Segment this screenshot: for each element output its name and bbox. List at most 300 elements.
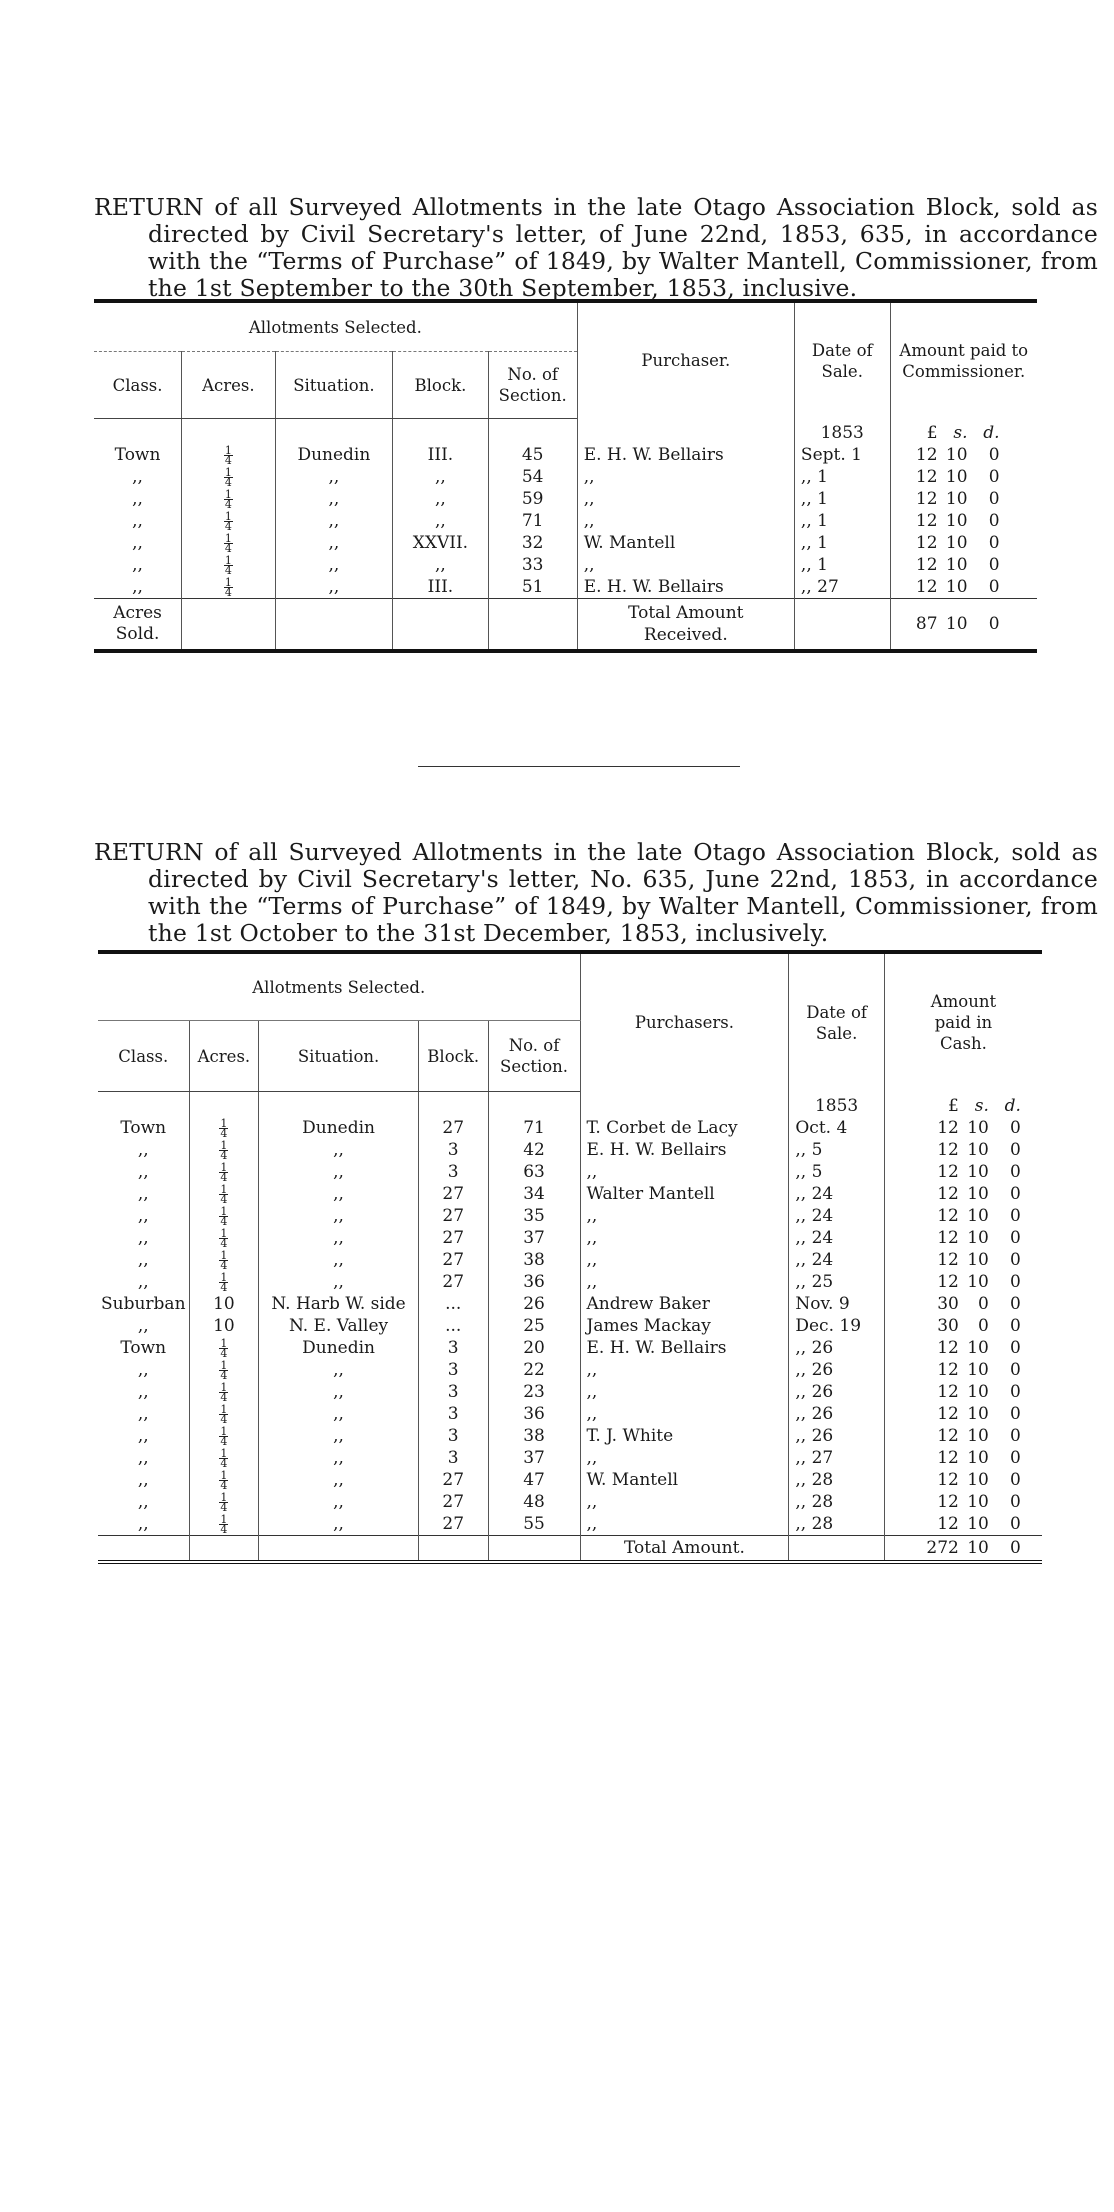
fraction: $\frac{1}{4}$	[220, 1513, 228, 1536]
section-cell: 42	[523, 1140, 545, 1160]
pounds-value: 12	[937, 1426, 959, 1446]
date-cell: ,, 24	[789, 1227, 885, 1249]
col-acres-2: Acres.	[189, 1021, 259, 1092]
purchaser-cell: ,,	[580, 1227, 789, 1249]
shillings-value: 10	[967, 1206, 989, 1226]
shillings-value: 0	[978, 1294, 989, 1314]
fraction: $\frac{1}{4}$	[220, 1205, 228, 1228]
situation-cell: N. E. Valley	[259, 1315, 419, 1337]
table-row	[98, 1315, 1042, 1337]
fraction: $\frac{1}{4}$	[220, 1359, 228, 1382]
block-cell: 3	[418, 1381, 488, 1403]
acres-cell	[189, 1359, 259, 1381]
section-cell: 34	[523, 1184, 545, 1204]
table-row	[98, 1469, 1042, 1491]
acres-cell	[189, 1139, 259, 1161]
date-cell: ,, 25	[789, 1271, 885, 1293]
amount-cell	[890, 532, 1037, 554]
pence-value: 0	[988, 467, 1000, 487]
purchaser-cell: ,,	[580, 1403, 789, 1425]
class-cell: Suburban	[98, 1293, 189, 1315]
purchaser-cell: W. Mantell	[580, 1469, 789, 1491]
col-class: Class.	[94, 352, 182, 419]
block-cell: 27	[418, 1271, 488, 1293]
acres-cell	[189, 1491, 259, 1513]
pounds-value: 12	[937, 1250, 959, 1270]
situation-cell: ,,	[259, 1139, 419, 1161]
section-cell: 36	[523, 1404, 545, 1424]
pounds-value: 12	[937, 1272, 959, 1292]
pence-value: 0	[1010, 1118, 1021, 1138]
section-cell: 55	[523, 1514, 545, 1534]
pounds-value: 12	[937, 1140, 959, 1160]
fraction: $\frac{1}{4}$	[220, 1117, 228, 1140]
class-cell: ,,	[98, 1447, 189, 1469]
class-cell: ,,	[98, 1205, 189, 1227]
col-acres: Acres.	[182, 352, 276, 419]
situation-cell: ,,	[259, 1161, 419, 1183]
date-cell: ,, 26	[789, 1337, 885, 1359]
section-cell: 38	[523, 1250, 545, 1270]
shillings-value: 10	[945, 445, 968, 465]
class-cell: ,,	[98, 1359, 189, 1381]
section-cell: 63	[523, 1162, 545, 1182]
date-cell: Dec. 19	[789, 1315, 885, 1337]
pounds-value: 12	[915, 511, 938, 531]
class-cell: ,,	[94, 532, 182, 554]
return-table-1	[94, 299, 1037, 653]
acres-cell	[182, 576, 276, 599]
fraction: $\frac{1}{4}$	[224, 554, 232, 577]
purchaser-cell: ,,	[580, 1161, 789, 1183]
year-label: 1853	[794, 419, 890, 445]
class-cell: ,,	[98, 1381, 189, 1403]
acres-cell	[189, 1227, 259, 1249]
date-cell: ,, 27	[789, 1447, 885, 1469]
pence-value: 0	[1010, 1448, 1021, 1468]
section-cell: 32	[521, 533, 544, 553]
pence-symbol: d.	[983, 422, 1000, 443]
fraction: $\frac{1}{4}$	[224, 532, 232, 555]
total-pounds-2: 272	[926, 1538, 959, 1558]
shillings-value: 10	[945, 511, 968, 531]
pence-value: 0	[1010, 1162, 1021, 1182]
class-cell: ,,	[94, 510, 182, 532]
section-divider	[418, 766, 740, 767]
purchaser-cell: Walter Mantell	[580, 1183, 789, 1205]
pounds-value: 12	[937, 1162, 959, 1182]
acres-cell	[189, 1161, 259, 1183]
pence-value: 0	[1010, 1250, 1021, 1270]
pounds-value: 12	[915, 489, 938, 509]
shillings-value: 10	[945, 577, 968, 597]
fraction: $\frac{1}{4}$	[220, 1183, 228, 1206]
amount-cell	[884, 1381, 1042, 1403]
pence-value: 0	[988, 445, 1000, 465]
table-row	[94, 510, 1037, 532]
date-cell: ,, 28	[789, 1469, 885, 1491]
section-cell: 23	[523, 1382, 545, 1402]
pounds-value: 30	[937, 1316, 959, 1336]
pence-symbol-2: d.	[1004, 1095, 1021, 1116]
acres-cell	[189, 1447, 259, 1469]
acres-cell	[182, 554, 276, 576]
col-situation: Situation.	[275, 352, 393, 419]
shillings-value: 10	[945, 533, 968, 553]
class-cell: ,,	[98, 1513, 189, 1536]
pounds-value: 12	[937, 1228, 959, 1248]
total-pounds: 87	[915, 614, 938, 634]
amount-cell	[884, 1337, 1042, 1359]
date-cell: ,, 24	[789, 1249, 885, 1271]
class-cell: ,,	[94, 488, 182, 510]
amount-cell	[884, 1161, 1042, 1183]
situation-cell: ,,	[259, 1271, 419, 1293]
situation-cell: ,,	[259, 1403, 419, 1425]
class-cell: Town	[98, 1337, 189, 1359]
acres-cell	[189, 1469, 259, 1491]
block-cell: 3	[418, 1139, 488, 1161]
year-label-2: 1853	[789, 1092, 885, 1118]
pounds-value: 12	[915, 445, 938, 465]
class-cell: ,,	[98, 1469, 189, 1491]
pounds-symbol: £	[926, 422, 938, 443]
situation-cell: ,,	[275, 532, 393, 554]
purchaser-cell: E. H. W. Bellairs	[580, 1139, 789, 1161]
table-row	[98, 1183, 1042, 1205]
purchaser-cell: ,,	[577, 510, 794, 532]
date-cell: ,, 1	[794, 488, 890, 510]
fraction: $\frac{1}{4}$	[220, 1447, 228, 1470]
shillings-value: 10	[967, 1162, 989, 1182]
fraction: $\frac{1}{4}$	[220, 1425, 228, 1448]
shillings-value: 10	[967, 1272, 989, 1292]
group-header-2: Allotments Selected.	[98, 952, 580, 1021]
table-row	[98, 1447, 1042, 1469]
situation-cell: ,,	[275, 466, 393, 488]
amount-cell	[884, 1117, 1042, 1139]
return-table-2	[98, 950, 1042, 1564]
total-shillings-2: 10	[967, 1538, 989, 1558]
shillings-value: 10	[945, 555, 968, 575]
section-cell: 25	[523, 1316, 545, 1336]
purchaser-cell: T. J. White	[580, 1425, 789, 1447]
col-block: Block.	[393, 352, 489, 419]
shillings-value: 0	[978, 1316, 989, 1336]
purchaser-cell: W. Mantell	[577, 532, 794, 554]
class-cell: ,,	[98, 1139, 189, 1161]
table-row	[94, 532, 1037, 554]
pounds-value: 12	[915, 533, 938, 553]
purchaser-cell: ,,	[580, 1447, 789, 1469]
pence-value: 0	[1010, 1404, 1021, 1424]
pounds-symbol-2: £	[948, 1095, 959, 1116]
col-purchasers: Purchasers.	[580, 952, 789, 1092]
shillings-symbol-2: s.	[974, 1095, 989, 1116]
amount-cell	[884, 1491, 1042, 1513]
block-cell: 27	[418, 1117, 488, 1139]
purchaser-cell: E. H. W. Bellairs	[577, 444, 794, 466]
situation-cell: Dunedin	[259, 1117, 419, 1139]
table-row	[98, 1337, 1042, 1359]
class-cell: ,,	[98, 1183, 189, 1205]
block-cell: 3	[418, 1161, 488, 1183]
class-cell: ,,	[94, 466, 182, 488]
block-cell: 3	[418, 1359, 488, 1381]
pounds-value: 12	[937, 1360, 959, 1380]
col-section-2: No. of Section.	[488, 1021, 580, 1092]
amount-cell	[884, 1447, 1042, 1469]
fraction: $\frac{1}{4}$	[224, 510, 232, 533]
purchaser-cell: ,,	[580, 1381, 789, 1403]
pounds-value: 12	[937, 1448, 959, 1468]
pounds-value: 12	[937, 1514, 959, 1534]
block-cell: 3	[418, 1425, 488, 1447]
pounds-value: 12	[937, 1338, 959, 1358]
acres-cell	[189, 1425, 259, 1447]
col-date-2: Date of Sale.	[789, 952, 885, 1092]
acres-cell	[189, 1249, 259, 1271]
section-cell: 37	[523, 1228, 545, 1248]
acres-cell	[182, 466, 276, 488]
block-cell: XXVII.	[393, 532, 489, 554]
date-cell: ,, 5	[789, 1161, 885, 1183]
block-cell: ...	[418, 1293, 488, 1315]
amount-cell	[884, 1139, 1042, 1161]
pence-value: 0	[1010, 1360, 1021, 1380]
situation-cell: ,,	[275, 554, 393, 576]
pence-value: 0	[988, 577, 1000, 597]
table-row	[98, 1249, 1042, 1271]
section-cell: 71	[523, 1118, 545, 1138]
fraction: $\frac{1}{4}$	[220, 1271, 228, 1294]
date-cell: ,, 26	[789, 1425, 885, 1447]
pence-value: 0	[1010, 1228, 1021, 1248]
table-row	[94, 444, 1037, 466]
table-row	[98, 1271, 1042, 1293]
class-cell: ,,	[98, 1425, 189, 1447]
amount-cell	[890, 554, 1037, 576]
class-cell: ,,	[98, 1315, 189, 1337]
date-cell: ,, 26	[789, 1359, 885, 1381]
shillings-value: 10	[967, 1492, 989, 1512]
class-cell: ,,	[98, 1161, 189, 1183]
acres-cell	[189, 1117, 259, 1139]
section-cell: 26	[523, 1294, 545, 1314]
pounds-value: 12	[937, 1404, 959, 1424]
table-row	[98, 1491, 1042, 1513]
purchaser-cell: ,,	[577, 554, 794, 576]
situation-cell: ,,	[259, 1381, 419, 1403]
acres-cell	[189, 1337, 259, 1359]
class-cell: ,,	[98, 1491, 189, 1513]
block-cell: ,,	[393, 510, 489, 532]
shillings-value: 10	[967, 1448, 989, 1468]
pence-value: 0	[1010, 1514, 1021, 1534]
pounds-value: 12	[937, 1206, 959, 1226]
table-row	[98, 1359, 1042, 1381]
amount-cell	[884, 1205, 1042, 1227]
acres-cell	[182, 444, 276, 466]
section-cell: 35	[523, 1206, 545, 1226]
table-row	[98, 1381, 1042, 1403]
purchaser-cell: ,,	[580, 1249, 789, 1271]
shillings-value: 10	[967, 1140, 989, 1160]
section-cell: 59	[521, 489, 544, 509]
amount-cell	[884, 1227, 1042, 1249]
date-cell: ,, 1	[794, 532, 890, 554]
shillings-value: 10	[967, 1514, 989, 1534]
pence-value: 0	[1010, 1382, 1021, 1402]
fraction: $\frac{1}{4}$	[224, 576, 232, 599]
pence-value: 0	[988, 489, 1000, 509]
section-cell: 48	[523, 1492, 545, 1512]
amount-cell	[890, 444, 1037, 466]
section-cell: 33	[521, 555, 544, 575]
pounds-value: 12	[937, 1184, 959, 1204]
fraction: $\frac{1}{4}$	[224, 466, 232, 489]
shillings-value: 10	[967, 1426, 989, 1446]
total-pence: 0	[988, 614, 1000, 634]
situation-cell: Dunedin	[259, 1337, 419, 1359]
amount-cell	[884, 1293, 1042, 1315]
block-cell: ,,	[393, 466, 489, 488]
pounds-value: 12	[937, 1382, 959, 1402]
col-date: Date of Sale.	[794, 301, 890, 419]
acres-cell	[189, 1403, 259, 1425]
situation-cell: ,,	[259, 1425, 419, 1447]
table-row	[98, 1205, 1042, 1227]
date-cell: ,, 1	[794, 554, 890, 576]
block-cell: 3	[418, 1403, 488, 1425]
total-label: Total Amount Received.	[577, 599, 794, 652]
situation-cell: ,,	[259, 1359, 419, 1381]
section-cell: 36	[523, 1272, 545, 1292]
block-cell: 3	[418, 1447, 488, 1469]
situation-cell: ,,	[275, 510, 393, 532]
date-cell: Sept. 1	[794, 444, 890, 466]
pounds-value: 12	[937, 1118, 959, 1138]
purchaser-cell: ,,	[577, 488, 794, 510]
amount-cell	[884, 1315, 1042, 1337]
section-cell: 47	[523, 1470, 545, 1490]
amount-cell	[890, 510, 1037, 532]
pounds-value: 12	[915, 577, 938, 597]
block-cell: 27	[418, 1491, 488, 1513]
col-purchaser: Purchaser.	[577, 301, 794, 419]
class-cell: ,,	[98, 1271, 189, 1293]
block-cell: 27	[418, 1513, 488, 1536]
purchaser-cell: Andrew Baker	[580, 1293, 789, 1315]
pence-value: 0	[1010, 1272, 1021, 1292]
block-cell: 3	[418, 1337, 488, 1359]
table-row	[98, 1403, 1042, 1425]
acres-cell	[182, 532, 276, 554]
purchaser-cell: ,,	[580, 1491, 789, 1513]
pounds-value: 12	[915, 467, 938, 487]
fraction: $\frac{1}{4}$	[224, 488, 232, 511]
total-shillings: 10	[945, 614, 968, 634]
block-cell: III.	[393, 576, 489, 599]
acres-cell	[189, 1205, 259, 1227]
class-cell: ,,	[94, 576, 182, 599]
situation-cell: ,,	[259, 1491, 419, 1513]
block-cell: ,,	[393, 554, 489, 576]
table-row	[94, 576, 1037, 599]
fraction: $\frac{1}{4}$	[220, 1227, 228, 1250]
block-cell: 27	[418, 1227, 488, 1249]
block-cell: ,,	[393, 488, 489, 510]
pence-value: 0	[988, 511, 1000, 531]
table-row	[98, 1227, 1042, 1249]
pence-value: 0	[1010, 1492, 1021, 1512]
col-block-2: Block.	[418, 1021, 488, 1092]
amount-cell	[884, 1249, 1042, 1271]
pounds-value: 12	[937, 1470, 959, 1490]
situation-cell: ,,	[259, 1183, 419, 1205]
shillings-value: 10	[967, 1228, 989, 1248]
col-amount-2: Amount paid in Cash.	[930, 992, 997, 1054]
date-cell: ,, 27	[794, 576, 890, 599]
situation-cell: ,,	[259, 1227, 419, 1249]
fraction: $\frac{1}{4}$	[220, 1337, 228, 1360]
pence-value: 0	[988, 533, 1000, 553]
block-cell: 27	[418, 1205, 488, 1227]
return-heading-1: RETURN of all Surveyed Allotments in the late Otago Association Block, sold as directed by Civil Secretary's letter, of June 22nd, 1853, 635, in accordance with the “Terms of Purchase” of 1849, by Walter Mantell, Commissioner, from the 1st September to the 30th September, 1853, inclusive.	[94, 192, 1098, 302]
pence-value: 0	[1010, 1470, 1021, 1490]
situation-cell: ,,	[259, 1469, 419, 1491]
acres-cell	[189, 1381, 259, 1403]
situation-cell: Dunedin	[275, 444, 393, 466]
amount-cell	[884, 1359, 1042, 1381]
amount-cell	[890, 466, 1037, 488]
total-pence-2: 0	[1010, 1538, 1021, 1558]
table-row	[94, 488, 1037, 510]
amount-cell	[884, 1513, 1042, 1536]
col-situation-2: Situation.	[259, 1021, 419, 1092]
situation-cell: ,,	[259, 1447, 419, 1469]
class-cell: Town	[98, 1117, 189, 1139]
col-class-2: Class.	[98, 1021, 189, 1092]
date-cell: Nov. 9	[789, 1293, 885, 1315]
pence-value: 0	[1010, 1184, 1021, 1204]
fraction: $\frac{1}{4}$	[220, 1491, 228, 1514]
situation-cell: ,,	[275, 576, 393, 599]
acres-cell: 10	[189, 1293, 259, 1315]
date-cell: ,, 26	[789, 1381, 885, 1403]
section-cell: 71	[521, 511, 544, 531]
block-cell: 27	[418, 1183, 488, 1205]
amount-cell	[890, 576, 1037, 599]
fraction: $\frac{1}{4}$	[220, 1139, 228, 1162]
amount-cell	[884, 1183, 1042, 1205]
pence-value: 0	[1010, 1338, 1021, 1358]
fraction: $\frac{1}{4}$	[220, 1403, 228, 1426]
pence-value: 0	[1010, 1140, 1021, 1160]
table-row	[98, 1293, 1042, 1315]
purchaser-cell: ,,	[580, 1359, 789, 1381]
situation-cell: ,,	[275, 488, 393, 510]
col-amount: Amount paid to Commissioner.	[899, 340, 1029, 381]
col-section: No. of Section.	[488, 352, 577, 419]
block-cell: ...	[418, 1315, 488, 1337]
date-cell: ,, 1	[794, 510, 890, 532]
table-row	[94, 554, 1037, 576]
table-row	[98, 1117, 1042, 1139]
acres-cell: 10	[189, 1315, 259, 1337]
pence-value: 0	[1010, 1294, 1021, 1314]
purchaser-cell: ,,	[580, 1513, 789, 1536]
